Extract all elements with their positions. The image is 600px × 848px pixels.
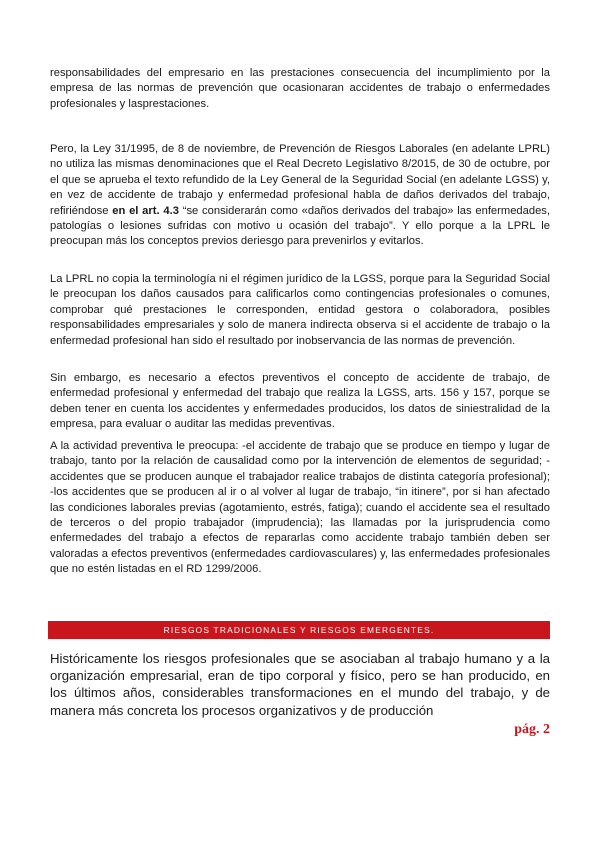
paragraph-text: “se considerarán como «daños derivados del trabajo» las enfermedades, patologías o lesiones sufridas con motivo u ocasión del trabajo”. Y ello porque a la LPRL le preocupan más los conceptos previos deriesgo para prevenirlos y evitarlos.: [50, 204, 550, 248]
paragraph-historical-risks: Históricamente los riesgos profesionales que se asociaban al trabajo humano y a la organización empresarial, eran de tipo corporal y físico, pero se han producido, en los últimos años, considerables transformaciones en el mundo del trabajo, y de manera más concreta los procesos organizativos y de producción: [50, 651, 550, 718]
paragraph-text: Pero, la Ley 31/1995, de 8 de noviembre, de Prevención de Riesgos Laborales (en adelante LPRL) no utiliza las mismas denominaciones que el Real Decreto Legislativo 8/2015, de 30 de octubre, por el que se aprueba el texto refundido de la Ley General de la Seguridad Social (en adelante LGSS) y, en vez de accidente de trabajo y enfermedad profesional habla de daños derivados del trabajo, refiriéndose: [50, 143, 550, 217]
section-title: RIESGOS TRADICIONALES Y RIESGOS EMERGENTES.: [163, 625, 435, 635]
paragraph-preventive-concepts: Sin embargo, es necesario a efectos preventivos el concepto de accidente de trabajo, de enfermedad profesional y enfermedad del trabajo que realiza la LGSS, arts. 156 y 157, porque se deben tener en cuenta los accidentes y enfermedades producidos, los datos de siniestralidad de la empresa, para evaluar o auditar las medidas preventivas.: [50, 372, 550, 431]
section-banner: [48, 621, 550, 639]
page-number: pág. 2: [514, 722, 550, 737]
paragraph-lprl-definition: [50, 142, 550, 250]
paragraph-preventive-activity: A la actividad preventiva le preocupa: -el accidente de trabajo que se produce en tiempo y lugar de trabajo, tanto por la relación de causalidad como por la intervención de elementos de seguridad; - accidentes que se producen aunque el trabajador realice trabajos de distinta categoría profesional); -los accidentes que se producen al ir o al volver al lugar de trabajo, “in itinere”, por si han afectado las condiciones laborales previas (agotamiento, estrés, fatiga); cuando el accidente sea el resultado de terceros o del propio trabajador (imprudencia); las llamadas por la jurisprudencia como enfermedades del trabajo a efectos de repararlas como accidente trabajo también deben ser valoradas a efectos preventivos (enfermedades cardiovasculares) y, las enfermedades profesionales que no estén listadas en el RD 1299/2006.: [50, 440, 550, 576]
paragraph-responsabilidades: responsabilidades del empresario en las prestaciones consecuencia del incumplimiento por la empresa de las normas de prevención que ocasionaran accidentes de trabajo o enfermedades profesionales y lasprestaciones.: [50, 67, 550, 110]
article-reference: en el art. 4.3: [112, 204, 179, 217]
paragraph-lprl-terminology: La LPRL no copia la terminología ni el régimen jurídico de la LGSS, porque para la Seguridad Social le preocupan los daños causados para calificarlos como contingencias profesionales o comunes, comprobar qué prestaciones le corresponden, entidad gestora o colaboradora, posibles responsabilidades empresariales y solo de manera indirecta observa si el accidente de trabajo o la enfermedad profesional han sido el resultado por inobservancia de las normas de prevención.: [50, 273, 550, 347]
